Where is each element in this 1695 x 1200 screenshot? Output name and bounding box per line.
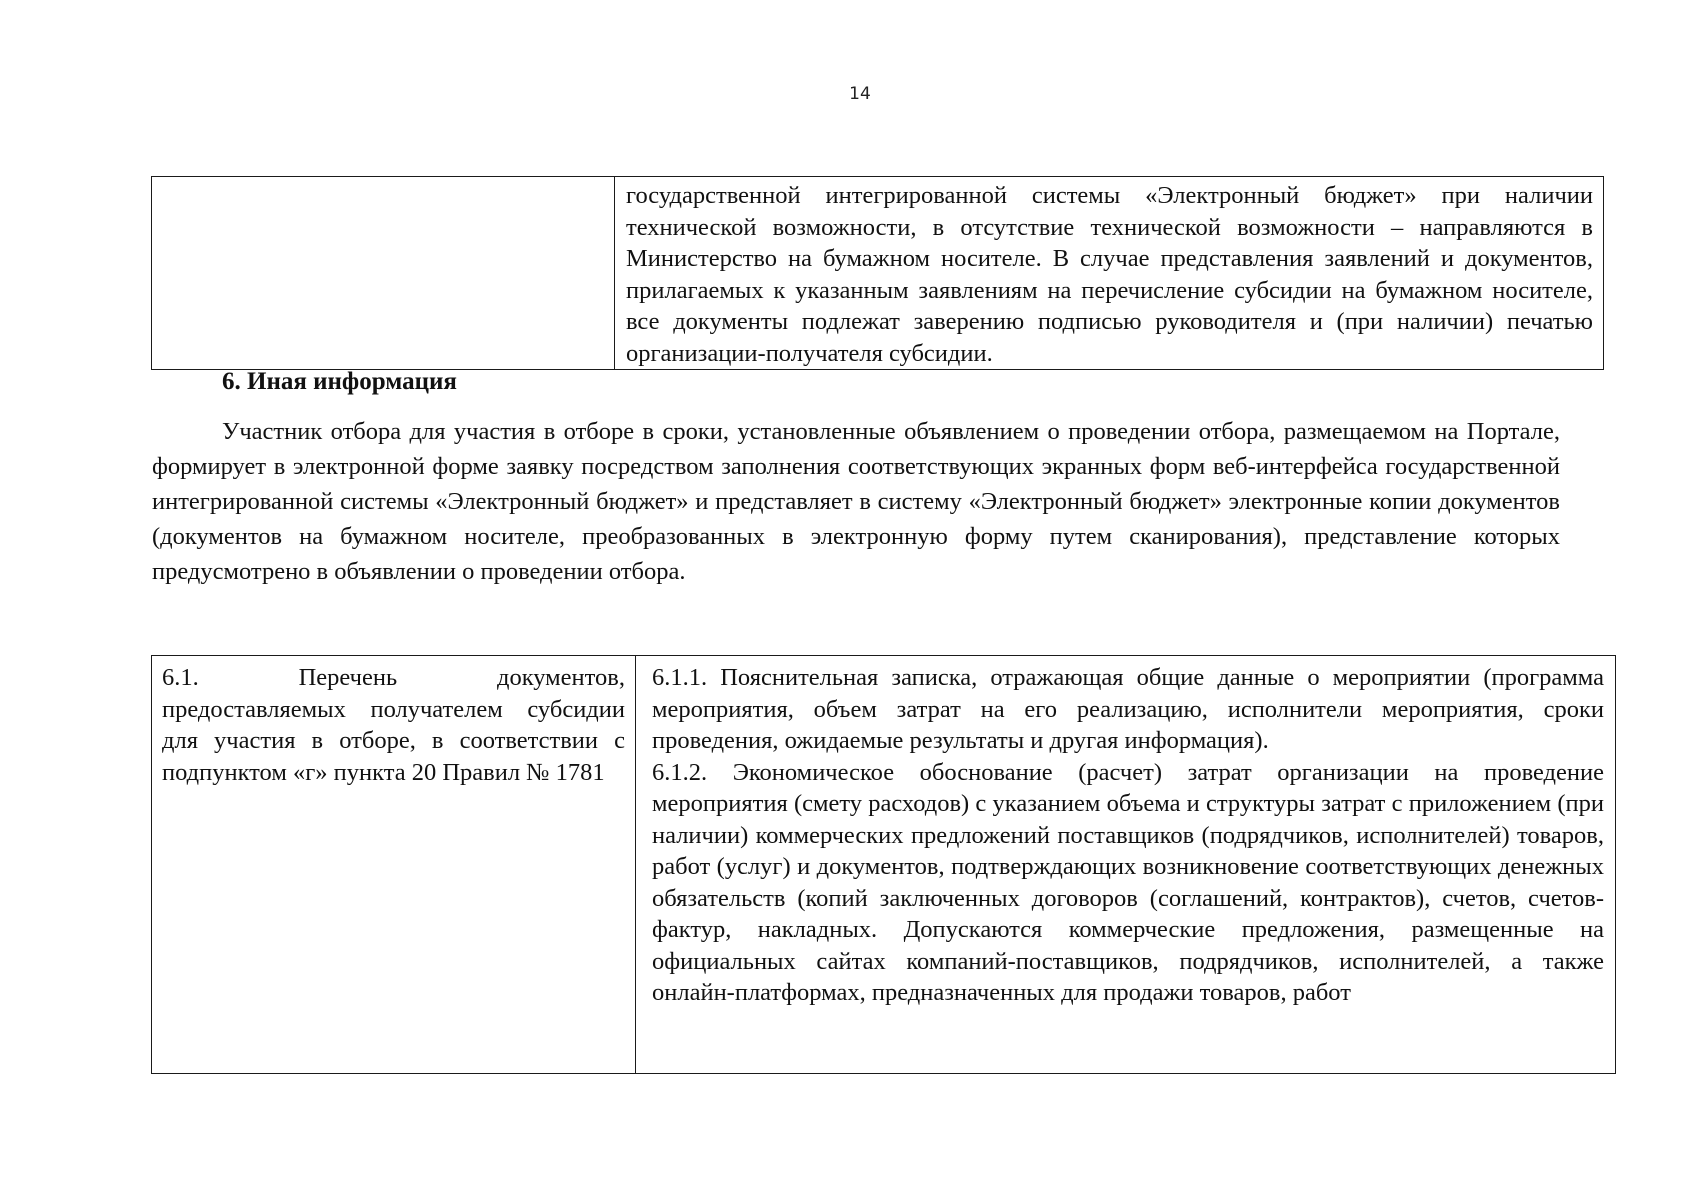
documents-table xyxy=(151,655,1616,1074)
table-row xyxy=(152,656,1616,1074)
table-cell-left-empty xyxy=(152,177,615,370)
documents-list xyxy=(652,662,1604,1009)
section-paragraph: Участник отбора для участия в отборе в сроки, установленные объявлением о проведении отбора, размещаемом на Портале, формирует в электронной форме заявку посредством заполнения соответствующих экранных форм веб-интерфейса государственной интегрированной системы «Электронный бюджет» и представляет в систему «Электронный бюджет» электронные копии документов (документов на бумажном носителе, преобразованных в электронную форму путем сканирования), представление которых предусмотрено в объявлении о проведении отбора. xyxy=(152,418,1560,585)
section-heading: 6. Иная информация xyxy=(222,368,457,395)
continuation-table xyxy=(151,176,1604,370)
list-item: 6.1.1. Пояснительная записка, отражающая общие данные о мероприятии (программа мероприятия, объем затрат на его реализацию, исполнители мероприятия, сроки проведения, ожидаемые результаты и другая информация). xyxy=(652,664,1604,754)
table-cell-left xyxy=(152,656,636,1074)
documents-list-title: 6.1. Перечень документов, предоставляемых получателем субсидии для участия в отборе, в соответствии с подпунктом «г» пункта 20 Правил № 1781 xyxy=(162,664,625,786)
page-number: 14 xyxy=(849,84,871,104)
table-cell-right xyxy=(636,656,1616,1074)
list-item: 6.1.2. Экономическое обоснование (расчет) затрат организации на проведение мероприятия (смету расходов) с указанием объема и структуры затрат с приложением (при наличии) коммерческих предложений поставщиков (подрядчиков, исполнителей) товаров, работ (услуг) и документов, подтверждающих возникновение соответствующих денежных обязательств (копий заключенных договоров (соглашений, контрактов), счетов, счетов-фактур, накладных. Допускаются коммерческие предложения, размещенные на официальных сайтах компаний-поставщиков, подрядчиков, исполнителей, а также онлайн-платформах, предназначенных для продажи товаров, работ xyxy=(652,758,1604,1006)
table-cell-right xyxy=(615,177,1604,370)
table-row xyxy=(152,177,1604,370)
continuation-text: государственной интегрированной системы «Электронный бюджет» при наличии технической возможности, в отсутствие технической возможности – направляются в Министерство на бумажном носителе. В случае представления заявлений и документов, прилагаемых к указанным заявлениям на перечисление субсидии на бумажном носителе, все документы подлежат заверению подписью руководителя и (при наличии) печатью организации-получателя субсидии. xyxy=(626,182,1593,367)
